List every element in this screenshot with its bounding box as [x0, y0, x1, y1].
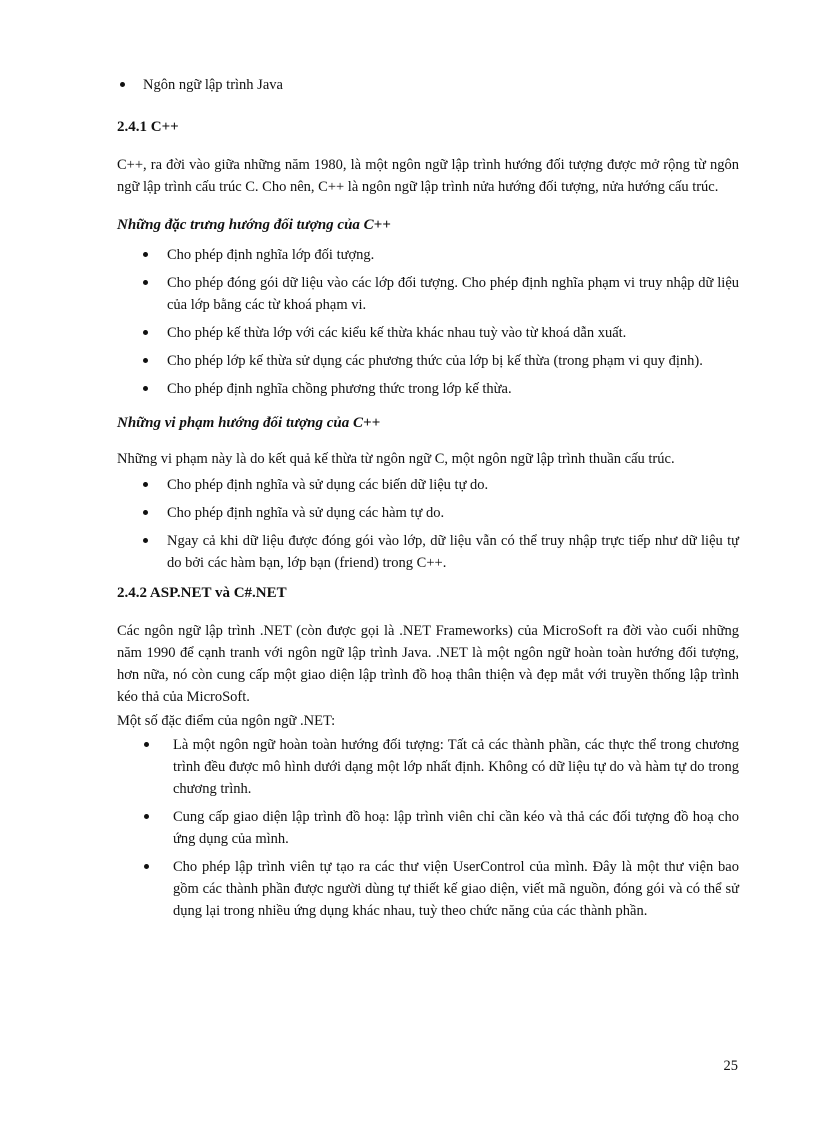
section-heading-dotnet: 2.4.2 ASP.NET và C#.NET — [117, 585, 287, 601]
document-page — [117, 74, 739, 928]
paragraph-dotnet-list-intro: Một số đặc điểm của ngôn ngữ .NET: — [117, 713, 336, 729]
paragraph-dotnet-intro: Các ngôn ngữ lập trình .NET (còn được gọi là .NET Frameworks) của MicroSoft ra đời vào cuối những năm 1990 để cạnh tranh với ngôn ngữ lập trình Java. .NET là một ngôn ngữ hoàn toàn hướng đối tượng, hơn nữa, nó còn cung cấp một giao diện lập trình đồ hoạ thân thiện và đẹp mắt với truyền thống lập trình kéo thả của MicroSoft. — [117, 623, 739, 705]
paragraph-cpp-intro: C++, ra đời vào giữa những năm 1980, là một ngôn ngữ lập trình hướng đối tượng được mở rộng từ ngôn ngữ lập trình cấu trúc C. Cho nên, C++ là ngôn ngữ lập trình nửa hướng đối tượng, nửa hướng cấu trúc. — [117, 157, 739, 195]
subheading-oo-violations: Những vi phạm hướng đối tượng của C++ — [117, 415, 381, 431]
paragraph-violations-intro: Những vi phạm này là do kết quả kế thừa từ ngôn ngữ C, một ngôn ngữ lập trình thuần cấu trúc. — [117, 451, 675, 467]
list-item: Ngay cả khi dữ liệu được đóng gói vào lớp, dữ liệu vẫn có thể truy nhập trực tiếp như dữ liệu tự do bởi các hàm bạn, lớp bạn (friend) trong C++. — [117, 530, 739, 574]
list-item: Ngôn ngữ lập trình Java — [117, 74, 739, 96]
list-item: Cho phép định nghĩa chồng phương thức trong lớp kế thừa. — [117, 378, 739, 400]
subheading-oo-features: Những đặc trưng hướng đối tượng của C++ — [117, 217, 391, 233]
dotnet-features-list — [117, 734, 739, 922]
section-heading-cpp: 2.4.1 C++ — [117, 119, 179, 135]
list-item: Cho phép định nghĩa và sử dụng các biến dữ liệu tự do. — [117, 474, 739, 496]
list-item: Cung cấp giao diện lập trình đồ hoạ: lập trình viên chỉ cần kéo và thả các đối tượng đồ hoạ cho ứng dụng của mình. — [117, 806, 739, 850]
list-item: Cho phép định nghĩa lớp đối tượng. — [117, 244, 739, 266]
top-bullet-list — [117, 74, 739, 96]
list-item: Cho phép kế thừa lớp với các kiểu kế thừa khác nhau tuỳ vào từ khoá dẫn xuất. — [117, 322, 739, 344]
list-item: Là một ngôn ngữ hoàn toàn hướng đối tượng: Tất cả các thành phần, các thực thể trong chương trình đều được mô hình dưới dạng một lớp nhất định. Không có dữ liệu tự do và hàm tự do trong chương trình. — [117, 734, 739, 800]
features-list — [117, 244, 739, 400]
list-item: Cho phép lớp kế thừa sử dụng các phương thức của lớp bị kế thừa (trong phạm vi quy định). — [117, 350, 739, 372]
page-number: 25 — [723, 1058, 738, 1074]
violations-list — [117, 474, 739, 574]
list-item: Cho phép đóng gói dữ liệu vào các lớp đối tượng. Cho phép định nghĩa phạm vi truy nhập dữ liệu của lớp bằng các từ khoá phạm vi. — [117, 272, 739, 316]
list-item: Cho phép lập trình viên tự tạo ra các thư viện UserControl của mình. Đây là một thư viện bao gồm các thành phần được người dùng tự thiết kế giao diện, viết mã nguồn, đóng gói và có thể sử dụng lại trong nhiều ứng dụng khác nhau, tuỳ theo chức năng của các thành phần. — [117, 856, 739, 922]
list-item: Cho phép định nghĩa và sử dụng các hàm tự do. — [117, 502, 739, 524]
